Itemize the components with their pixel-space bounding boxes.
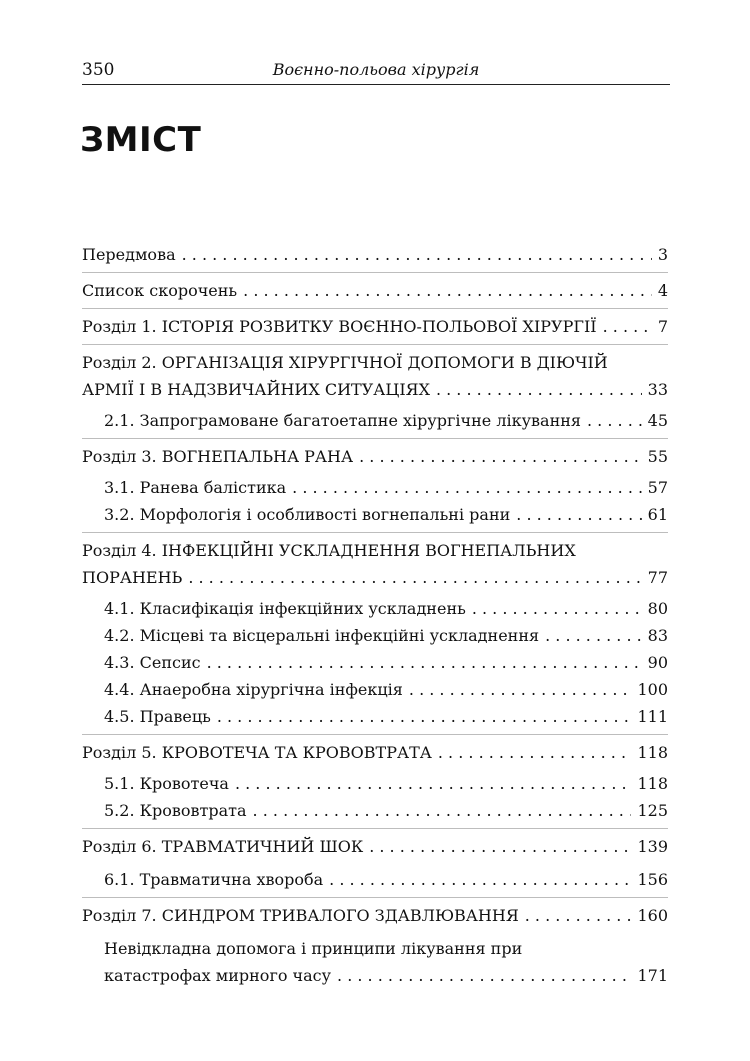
- toc-page-number: 45: [647, 411, 668, 430]
- toc-page-number: 111: [637, 707, 668, 726]
- dot-leader: [432, 739, 632, 766]
- toc-page-number: 83: [647, 626, 668, 645]
- toc-label: 3.2. Морфологія і особливості вогнепальні рани: [104, 505, 511, 524]
- toc-page-number: 55: [647, 447, 668, 466]
- toc-page-number: 57: [647, 478, 668, 497]
- dot-leader: [247, 797, 632, 824]
- toc-page-number: 3: [657, 245, 668, 264]
- toc-block-chapter-3: [82, 438, 668, 532]
- page-number: 350: [82, 60, 115, 80]
- toc-page-number: 80: [647, 599, 668, 618]
- dot-leader: [211, 703, 632, 730]
- toc-block-chapter-5: [82, 734, 668, 828]
- dot-leader: [331, 962, 631, 989]
- toc-page-number: 125: [637, 801, 668, 820]
- toc-entry-chapter-3: [82, 443, 668, 470]
- toc-label: Розділ 7. СИНДРОМ ТРИВАЛОГО ЗДАВЛЮВАННЯ: [82, 906, 519, 925]
- running-title: Воєнно-польова хірургія: [272, 60, 480, 79]
- toc-page-number: 33: [647, 380, 668, 399]
- toc-block-chapter-4: [82, 532, 668, 734]
- toc-label: Розділ 6. ТРАВМАТИЧНИЙ ШОК: [82, 837, 364, 856]
- toc-label: 3.1. Ранева балістика: [104, 478, 287, 497]
- toc-page-number: 156: [637, 870, 668, 889]
- dot-leader: [430, 376, 642, 403]
- toc-label: 4.4. Анаеробна хірургічна інфекція: [104, 680, 403, 699]
- toc-subentry: [82, 649, 668, 676]
- toc-page-number: 7: [657, 317, 668, 336]
- toc-label: 5.2. Крововтрата: [104, 801, 247, 820]
- dot-leader: [286, 474, 641, 501]
- toc-label: ПОРАНЕНЬ: [82, 568, 183, 587]
- toc-page-number: 118: [637, 743, 668, 762]
- toc-entry-chapter-1: [82, 313, 668, 340]
- dot-leader: [176, 241, 652, 268]
- page-title: ЗМІСТ: [80, 120, 202, 160]
- toc-label: Передмова: [82, 245, 176, 264]
- toc-label: Розділ 5. КРОВОТЕЧА ТА КРОВОВТРАТА: [82, 743, 432, 762]
- toc-subentry: [82, 703, 668, 730]
- toc-subentry: [82, 676, 668, 703]
- toc-subentry: [82, 797, 668, 824]
- toc-subentry: [82, 962, 668, 989]
- table-of-contents: [82, 237, 668, 993]
- toc-label: Розділ 1. ІСТОРІЯ РОЗВИТКУ ВОЄННО-ПОЛЬОВОЇ ХІРУРГІЇ: [82, 317, 597, 336]
- toc-label: 4.2. Місцеві та вісцеральні інфекційні ускладнення: [104, 626, 540, 645]
- toc-block-chapter-2: [82, 344, 668, 438]
- toc-subentry: [82, 622, 668, 649]
- toc-page-number: 139: [637, 837, 668, 856]
- toc-label: 5.1. Кровотеча: [104, 774, 229, 793]
- toc-entry-chapter-2: [82, 376, 668, 403]
- page-header: [82, 60, 670, 85]
- toc-block-chapter-7: [82, 897, 668, 993]
- toc-subentry: [82, 501, 668, 528]
- toc-page-number: 90: [647, 653, 668, 672]
- toc-label-line1: Розділ 4. ІНФЕКЦІЙНІ УСКЛАДНЕННЯ ВОГНЕПАЛЬНИХ: [82, 541, 576, 560]
- toc-subentry: [82, 407, 668, 434]
- toc-block-preface: [82, 237, 668, 272]
- toc-page-number: 61: [647, 505, 668, 524]
- dot-leader: [363, 833, 631, 860]
- dot-leader: [237, 277, 652, 304]
- toc-label: катастрофах мирного часу: [104, 966, 332, 985]
- dot-leader: [403, 676, 632, 703]
- toc-page-number: 100: [637, 680, 668, 699]
- toc-label-line1: Невідкладна допомога і принципи лікування при: [104, 939, 523, 958]
- dot-leader: [581, 407, 642, 434]
- toc-entry-chapter-6: [82, 833, 668, 860]
- toc-label: Список скорочень: [82, 281, 238, 300]
- toc-label: 2.1. Запрограмоване багатоетапне хірургічне лікування: [104, 411, 581, 430]
- toc-block-chapter-6: [82, 828, 668, 897]
- dot-leader: [201, 649, 642, 676]
- toc-subentry: [82, 474, 668, 501]
- toc-entry-chapter-5: [82, 739, 668, 766]
- dot-leader: [353, 443, 642, 470]
- toc-entry-abbreviations: [82, 277, 668, 304]
- toc-label: 4.5. Правець: [104, 707, 211, 726]
- toc-page-number: 171: [637, 966, 668, 985]
- toc-block-chapter-1: [82, 308, 668, 344]
- toc-label: 4.3. Сепсис: [104, 653, 201, 672]
- toc-label: 6.1. Травматична хвороба: [104, 870, 324, 889]
- toc-subentry: [82, 595, 668, 622]
- dot-leader: [519, 902, 632, 929]
- dot-leader: [597, 313, 652, 340]
- toc-page-number: 118: [637, 774, 668, 793]
- toc-label: АРМІЇ І В НАДЗВИЧАЙНИХ СИТУАЦІЯХ: [82, 380, 430, 399]
- toc-label: Розділ 3. ВОГНЕПАЛЬНА РАНА: [82, 447, 354, 466]
- toc-label-line1: Розділ 2. ОРГАНІЗАЦІЯ ХІРУРГІЧНОЇ ДОПОМОГИ В ДІЮЧІЙ: [82, 353, 608, 372]
- dot-leader: [510, 501, 641, 528]
- toc-page-number: 160: [637, 906, 668, 925]
- toc-subentry: [82, 770, 668, 797]
- toc-subentry: [82, 866, 668, 893]
- dot-leader: [466, 595, 642, 622]
- dot-leader: [182, 564, 641, 591]
- dot-leader: [229, 770, 632, 797]
- dot-leader: [323, 866, 631, 893]
- toc-label: 4.1. Класифікація інфекційних ускладнень: [104, 599, 466, 618]
- toc-entry-chapter-7: [82, 902, 668, 929]
- toc-block-abbreviations: [82, 272, 668, 308]
- toc-entry-preface: [82, 241, 668, 268]
- dot-leader: [539, 622, 642, 649]
- toc-page-number: 4: [657, 281, 668, 300]
- toc-page-number: 77: [647, 568, 668, 587]
- toc-entry-chapter-4: [82, 564, 668, 591]
